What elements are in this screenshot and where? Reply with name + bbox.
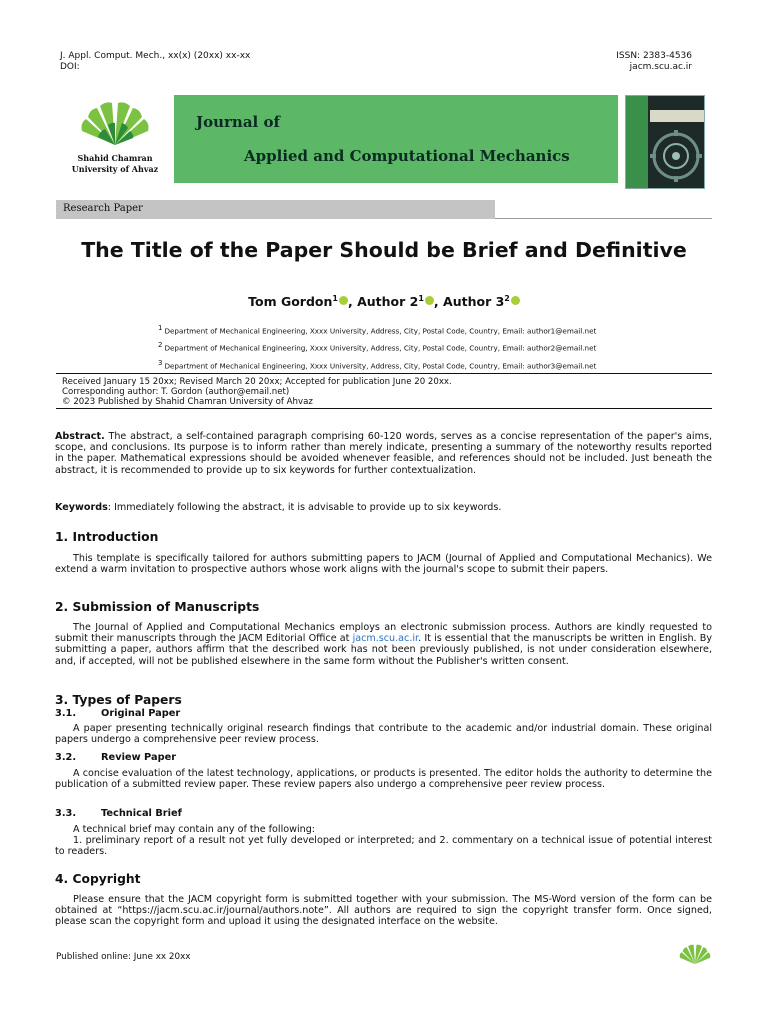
- section-heading: 4. Copyright: [55, 872, 141, 886]
- journal-title-line2: Applied and Computational Mechanics: [244, 147, 570, 165]
- subsection-heading: 3.1. Original Paper: [55, 708, 181, 719]
- journal-banner: [56, 95, 712, 189]
- subsection-heading: 3.3. Technical Brief: [55, 808, 182, 819]
- university-logo-icon: [78, 101, 152, 149]
- university-name: Shahid Chamran University of Ahvaz: [71, 153, 159, 174]
- orcid-icon[interactable]: [425, 296, 434, 305]
- orcid-icon[interactable]: [339, 296, 348, 305]
- divider: [495, 218, 712, 219]
- abstract: [55, 431, 712, 476]
- affiliation: $^1$ Department of Mechanical Engineering, Xxxx University, Address, City, Postal Code, Country, Email: author1@email.net: [158, 324, 597, 336]
- journal-link[interactable]: jacm.scu.ac.ir: [352, 633, 419, 645]
- paper-title: The Title of the Paper Should be Brief and Definitive: [81, 238, 687, 262]
- affiliation: $^2$ Department of Mechanical Engineering, Xxxx University, Address, City, Postal Code, Country, Email: author2@email.net: [158, 341, 597, 353]
- university-block: [56, 95, 174, 189]
- journal-title-box: [174, 95, 618, 183]
- section-heading: 3. Types of Papers: [55, 693, 182, 707]
- section-body: This template is specifically tailored for authors submitting papers to JACM (Journal of Applied and Computational Mechanics). We extend a warm invitation to prospective authors whose work aligns with the journal's scope to submit their papers.: [55, 553, 712, 576]
- section-body: The Journal of Applied and Computational Mechanics employs an electronic submission process. Authors are kindly requested to submit their manuscripts through the JACM Editorial Office at jacm.scu.ac.ir. It is essential that the manuscripts be written in English. By submitting a paper, authors affirm that the described work has not been previously published, is not under consideration elsewhere, and, if accepted, will not be published elsewhere in the same form without the Publisher's written consent.: [55, 622, 713, 667]
- abstract-text: The abstract, a self-contained paragraph comprising 60-120 words, serves as a concise representation of the paper's aims, scope, and conclusions. Its purpose is to inform rather than merely indicate, presenting a summary of the noteworthy results reported in the paper. Mathematical expressions should be avoided whenever feasible, and references should not be included. Just beneath the abstract, it is recommended to provide up to six keywords for further contextualization.: [55, 431, 712, 476]
- journal-cover-image: [625, 95, 705, 189]
- affiliations: [158, 321, 596, 373]
- author-name: Author 2: [357, 294, 419, 310]
- author-name: Author 3: [443, 294, 505, 310]
- issn: ISSN: 2383-4536: [616, 51, 692, 61]
- subsection-heading: 3.2. Review Paper: [55, 752, 177, 763]
- section-body: A concise evaluation of the latest technology, applications, or products is presented. The editor holds the authority to determine the publication of a submitted review paper. These review papers also undergo a comprehensive peer review process.: [55, 768, 712, 791]
- paper-type: Research Paper: [63, 203, 143, 214]
- orcid-icon[interactable]: [511, 296, 520, 305]
- journal-site: jacm.scu.ac.ir: [629, 62, 692, 72]
- section-body: Please ensure that the JACM copyright form is submitted together with your submission. The MS-Word version of the form can be obtained at “https://jacm.scu.ac.ir/journal/authors.note”. All authors are required to sign the copyright transfer form. Once signed, please scan the copyright form and upload it using the designated interface on the website.: [55, 894, 712, 928]
- abstract-label: Abstract.: [55, 431, 105, 442]
- keywords-text: : Immediately following the abstract, it is advisable to provide up to six keywords.: [107, 502, 502, 513]
- doi: DOI:: [60, 62, 80, 72]
- section-body: A technical brief may contain any of the following: 1. preliminary report of a result not yet fully developed or interpreted; and 2. commentary on a technical issue of potential interest to readers.: [55, 824, 712, 858]
- running-header-left: [60, 51, 250, 73]
- published-online: Published online: June xx 20xx: [56, 952, 191, 962]
- affiliation: $^3$ Department of Mechanical Engineering, Xxxx University, Address, City, Postal Code, Country, Email: author3@email.net: [158, 358, 597, 371]
- running-header-right: [616, 51, 692, 73]
- citation: J. Appl. Comput. Mech., xx(x) (20xx) xx-xx: [60, 51, 251, 61]
- received-dates: Received January 15 20xx; Revised March 20 20xx; Accepted for publication June 20 20xx.: [62, 377, 452, 387]
- gear-icon: [640, 126, 704, 186]
- paper-type-bar: [56, 200, 495, 219]
- corresponding-author: Corresponding author: T. Gordon (author@email.net): [62, 387, 290, 397]
- copyright-notice: © 2023 Published by Shahid Chamran University of Ahvaz: [62, 397, 313, 407]
- section-heading: 1. Introduction: [55, 530, 159, 544]
- author-name: Tom Gordon: [248, 294, 333, 310]
- university-logo-icon: [678, 944, 712, 966]
- article-info: [56, 373, 712, 409]
- author-list: Tom Gordon$^1$ , Author $2^1$ , Author $3^2$: [0, 294, 768, 309]
- keywords-label: Keywords: [55, 502, 108, 513]
- keywords: [55, 502, 712, 513]
- section-body: A paper presenting technically original research findings that contribute to the academic and/or industrial domain. These original papers undergo a comprehensive peer review process.: [55, 723, 712, 746]
- section-heading: 2. Submission of Manuscripts: [55, 600, 260, 614]
- journal-title-line1: Journal of: [196, 113, 280, 131]
